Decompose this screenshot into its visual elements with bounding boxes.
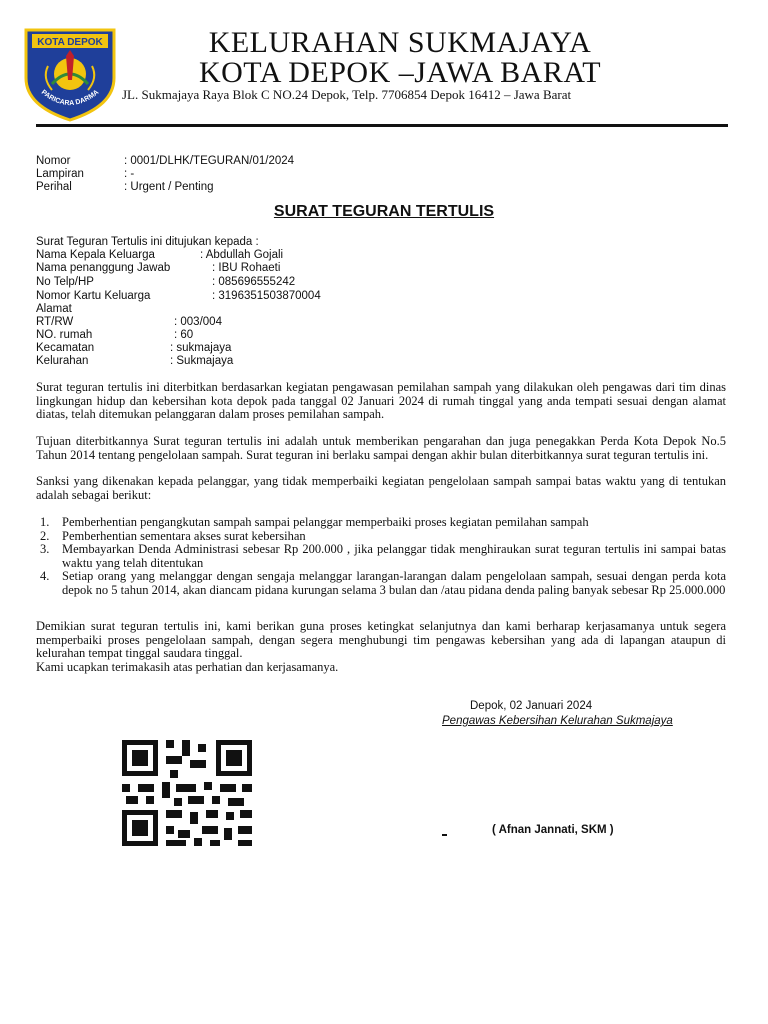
recipient-label: Kelurahan bbox=[36, 355, 89, 367]
list-text: Pemberhentian pengangkutan sampah sampai pelanggar memperbaiki proses kegiatan pemilahan sampah bbox=[62, 515, 589, 529]
list-number: 1. bbox=[40, 515, 50, 529]
list-number: 3. bbox=[40, 542, 50, 557]
list-item bbox=[36, 570, 726, 597]
recipient-row-kartu-keluarga bbox=[36, 290, 321, 304]
recipient-value: : 085696555242 bbox=[212, 276, 296, 288]
body-paragraph-3: Sanksi yang dikenakan kepada pelanggar, yang tidak memperbaiki kegiatan pengelolaan sampah sampai batas waktu yang di tentukan adalah sebagai berikut: bbox=[36, 474, 726, 502]
recipient-value: : sukmajaya bbox=[170, 342, 232, 354]
letterhead-subtitle: KOTA DEPOK –JAWA BARAT bbox=[198, 56, 602, 89]
meta-row-nomor bbox=[36, 155, 294, 169]
signature-place-date: Depok, 02 Januari 2024 bbox=[470, 700, 593, 712]
signature-role: Pengawas Kebersihan Kelurahan Sukmajaya bbox=[442, 715, 673, 727]
letter-title: SURAT TEGURAN TERTULIS bbox=[273, 203, 495, 220]
meta-label: Perihal bbox=[36, 181, 72, 193]
list-number: 4. bbox=[40, 569, 50, 584]
qr-code-icon bbox=[116, 734, 258, 852]
recipient-value: : 003/004 bbox=[174, 316, 222, 328]
recipient-label: No Telp/HP bbox=[36, 276, 94, 288]
list-item bbox=[36, 530, 726, 544]
recipient-label: Nama Kepala Keluarga bbox=[36, 249, 155, 261]
recipient-row-kepala-keluarga bbox=[36, 249, 283, 263]
sanctions-list bbox=[36, 516, 726, 598]
recipient-row-rt-rw bbox=[36, 316, 222, 330]
recipient-intro: Surat Teguran Tertulis ini ditujukan kepada : bbox=[36, 236, 259, 248]
recipient-row-penanggung-jawab bbox=[36, 262, 280, 276]
recipient-label: Kecamatan bbox=[36, 342, 95, 354]
meta-value: : Urgent / Penting bbox=[124, 181, 214, 193]
list-item bbox=[36, 543, 726, 570]
meta-label: Lampiran bbox=[36, 168, 84, 180]
meta-label: Nomor bbox=[36, 155, 71, 167]
recipient-row-no-rumah bbox=[36, 329, 193, 343]
letterhead-title: KELURAHAN SUKMAJAYA bbox=[208, 26, 592, 59]
recipient-row-alamat bbox=[36, 303, 72, 317]
recipient-label: RT/RW bbox=[36, 316, 74, 328]
recipient-value: : IBU Rohaeti bbox=[212, 262, 281, 274]
signature-mark bbox=[442, 834, 447, 836]
recipient-value: : 60 bbox=[174, 329, 194, 341]
recipient-value: : Sukmajaya bbox=[170, 355, 234, 367]
list-item bbox=[36, 516, 726, 530]
body-paragraph-2: Tujuan diterbitkannya Surat teguran tertulis ini adalah untuk memberikan pengarahan dan juga penegakkan Perda Kota Depok No.5 Tahun 2014 tentang pengelolaan sampah. Surat teguran ini berlaku sampai dengan akhir bulan diterbitkannya surat teguran tertulis ini. bbox=[36, 434, 726, 462]
recipient-row-kelurahan bbox=[36, 355, 233, 369]
meta-row-lampiran bbox=[36, 168, 134, 182]
body-paragraph-5: Kami ucapkan terimakasih atas perhatian dan kerjasamanya. bbox=[36, 660, 339, 674]
list-text: Membayarkan Denda Administrasi sebesar Rp 200.000 , jika pelanggar tidak menghiraukan surat teguran tertulis ini sampai batas waktu yang telah ditentukan bbox=[62, 542, 726, 570]
list-text: Setiap orang yang melanggar dengan sengaja melanggar larangan-larangan dalam pengelolaan sampah, sesuai dengan perda kota depok no 5 tahun 2014, akan diancam pidana kurungan selama 3 bulan dan /atau pidana denda paling banyak sebesar Rp 25.000.000 bbox=[62, 569, 726, 597]
recipient-row-telp bbox=[36, 276, 295, 290]
recipient-label: Alamat bbox=[36, 303, 72, 315]
list-number: 2. bbox=[40, 528, 50, 543]
recipient-label: Nomor Kartu Keluarga bbox=[36, 290, 151, 302]
recipient-label: NO. rumah bbox=[36, 329, 93, 341]
logo-top-text: KOTA DEPOK bbox=[37, 37, 103, 48]
kota-depok-logo-icon bbox=[22, 26, 118, 122]
signature-name: ( Afnan Jannati, SKM ) bbox=[492, 824, 614, 836]
letterhead-divider bbox=[36, 124, 728, 127]
meta-row-perihal bbox=[36, 181, 214, 195]
recipient-value: : 3196351503870004 bbox=[212, 290, 321, 302]
list-text: Pemberhentian sementara akses surat kebersihan bbox=[62, 528, 306, 543]
logo-motto: PARICARA DARMA bbox=[39, 88, 101, 108]
recipient-value: : Abdullah Gojali bbox=[200, 249, 284, 261]
meta-value: : 0001/DLHK/TEGURAN/01/2024 bbox=[124, 155, 295, 167]
body-paragraph-1: Surat teguran tertulis ini diterbitkan berdasarkan kegiatan pengawasan pemilahan sampah yang dilakukan oleh pengawas dari tim dinas lingkungan hidup dan kebersihan kota depok pada tanggal 02 Januari 2024 di rumah tinggal yang anda tempati sesuai dengan alamat diatas, telah ditemukan pelanggaran dalam proses pemilahan sampah. bbox=[36, 380, 726, 422]
meta-value: : - bbox=[124, 168, 135, 180]
body-paragraph-4: Demikian surat teguran tertulis ini, kami berikan guna proses ketingkat selanjutnya dan kami berharap kerjasamanya untuk segera memperbaiki proses pengelolaan sampah, dengan segera menghubungi tim pengawas kebersihan yang ada di lapangan ataupun di kelurahan tempat tinggal saudara tinggal. bbox=[36, 619, 726, 661]
recipient-label: Nama penanggung Jawab bbox=[36, 262, 171, 274]
recipient-row-kecamatan bbox=[36, 342, 231, 356]
letterhead-address: JL. Sukmajaya Raya Blok C NO.24 Depok, Telp. 7706854 Depok 16412 – Jawa Barat bbox=[122, 87, 572, 102]
